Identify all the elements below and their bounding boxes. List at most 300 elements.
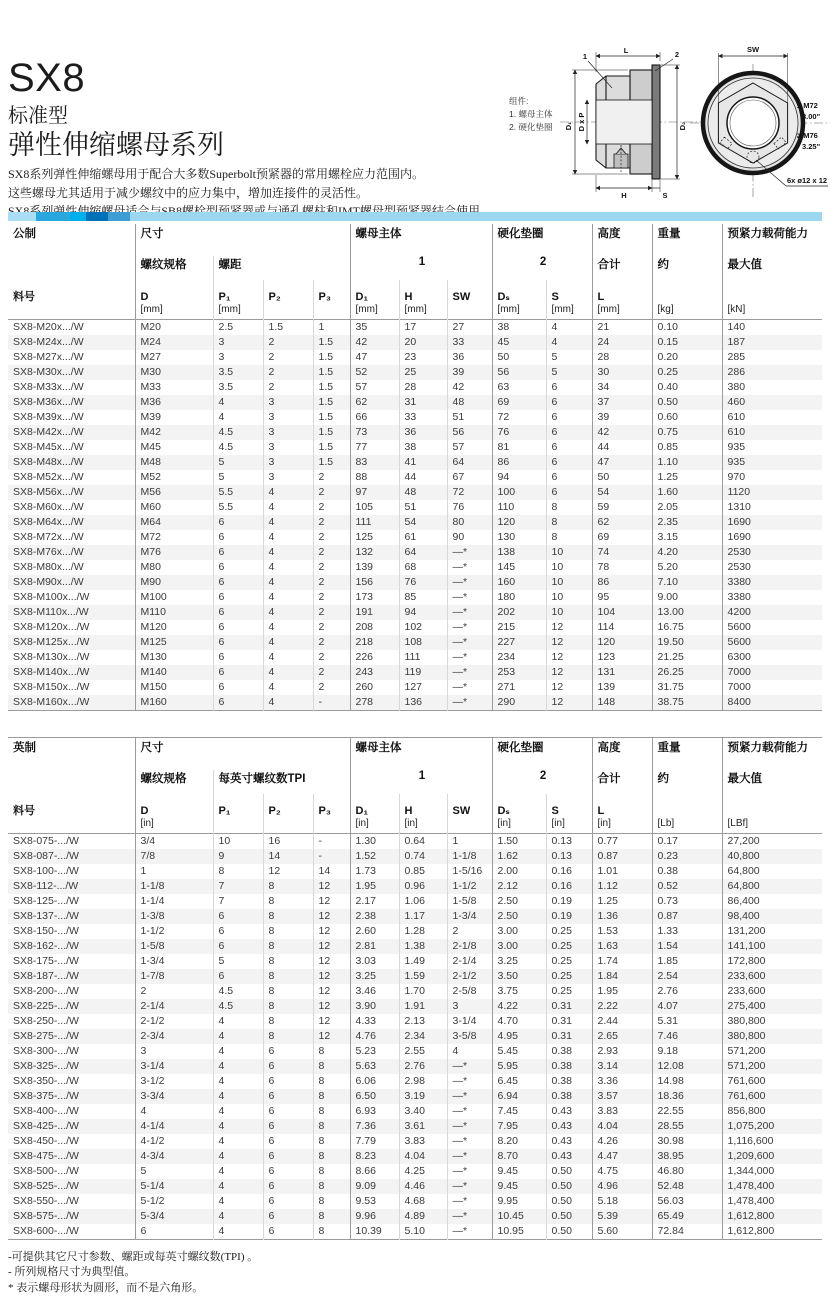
value-cell: 6 [213, 635, 263, 650]
value-cell: 2.93 [592, 1044, 652, 1059]
value-cell: 5.95 [492, 1059, 546, 1074]
column-header: H [mm] [399, 280, 447, 320]
callout-1: 1 [582, 52, 588, 61]
value-cell: 6 [213, 650, 263, 665]
value-cell: 34 [592, 380, 652, 395]
value-cell: M90 [135, 575, 213, 590]
value-cell: 14.98 [652, 1074, 722, 1089]
value-cell: 8 [313, 1149, 350, 1164]
table-row [8, 924, 822, 939]
value-cell: —* [447, 590, 492, 605]
part-number: SX8-M130x.../W [13, 651, 90, 664]
value-cell: 1-1/8 [135, 879, 213, 894]
value-cell: 1.5 [313, 350, 350, 365]
value-cell: 6 [213, 909, 263, 924]
table-row [8, 834, 822, 850]
value-cell: M52 [135, 470, 213, 485]
value-cell: 0.16 [546, 879, 592, 894]
value-cell: 6 [263, 1164, 313, 1179]
value-cell: 6 [213, 939, 263, 954]
value-cell: 1.5 [313, 440, 350, 455]
header-sub: 1 [350, 256, 492, 280]
table-row [8, 665, 822, 680]
value-cell: 22.55 [652, 1104, 722, 1119]
value-cell: 3 [263, 440, 313, 455]
column-header: L [mm] [592, 280, 652, 320]
value-cell: —* [447, 1209, 492, 1224]
value-cell: 19.50 [652, 635, 722, 650]
table-row [8, 335, 822, 350]
value-cell: 42 [350, 335, 399, 350]
value-cell: 69 [592, 530, 652, 545]
value-cell: 73 [350, 425, 399, 440]
column-header: [Lb] [652, 794, 722, 834]
description-line: 这些螺母尤其适用于减少螺纹中的应力集中，增加连接件的灵活性。 [8, 185, 369, 200]
value-cell: 8 [313, 1179, 350, 1194]
part-number: SX8-100-.../W [13, 865, 79, 878]
column-header: P₃ [313, 280, 350, 320]
value-cell: 3.15 [652, 530, 722, 545]
value-cell: 6 [263, 1074, 313, 1089]
value-cell: 2 [313, 665, 350, 680]
value-cell: 130 [492, 530, 546, 545]
table-row [8, 530, 822, 545]
value-cell: 173 [350, 590, 399, 605]
value-cell: 0.43 [546, 1149, 592, 1164]
value-cell: 12 [313, 879, 350, 894]
table-row [8, 500, 822, 515]
value-cell: 233,600 [722, 984, 822, 999]
header-sub: 螺纹规格 [135, 256, 213, 280]
table-row [8, 350, 822, 365]
value-cell: 1,478,400 [722, 1179, 822, 1194]
value-cell: 0.52 [652, 879, 722, 894]
table-row [8, 864, 822, 879]
value-cell: 3 [263, 455, 313, 470]
header-sub: 最大值 [722, 770, 822, 794]
value-cell: 2530 [722, 560, 822, 575]
value-cell: 8 [263, 909, 313, 924]
value-cell: 3 [447, 999, 492, 1014]
value-cell: 139 [350, 560, 399, 575]
header-sub: 螺距 [213, 256, 350, 280]
value-cell: - [313, 849, 350, 864]
value-cell: 51 [399, 500, 447, 515]
value-cell: 4 [213, 1224, 263, 1240]
value-cell: 610 [722, 425, 822, 440]
value-cell: 1-1/2 [135, 924, 213, 939]
value-cell: 10 [546, 605, 592, 620]
value-cell: 4-3/4 [135, 1149, 213, 1164]
part-number: SX8-275-.../W [13, 1030, 79, 1043]
table-row [8, 894, 822, 909]
value-cell: M76 [135, 545, 213, 560]
value-cell: 4 [213, 395, 263, 410]
value-cell: 1,478,400 [722, 1194, 822, 1209]
value-cell: 1.38 [399, 939, 447, 954]
dim-label-S: S [662, 191, 668, 200]
value-cell: 2 [263, 365, 313, 380]
value-cell: 8 [546, 530, 592, 545]
value-cell: 100 [492, 485, 546, 500]
value-cell: 2 [313, 545, 350, 560]
value-cell: 6.93 [350, 1104, 399, 1119]
value-cell: 3/4 [135, 834, 213, 850]
table-row [8, 1059, 822, 1074]
table-row [8, 1029, 822, 1044]
value-cell: 278 [350, 695, 399, 711]
value-cell: 21.25 [652, 650, 722, 665]
value-cell: 6 [213, 590, 263, 605]
value-cell: 50 [592, 470, 652, 485]
value-cell: 1-5/8 [135, 939, 213, 954]
value-cell: 1 [135, 864, 213, 879]
value-cell: 72.84 [652, 1224, 722, 1240]
value-cell: 215 [492, 620, 546, 635]
value-cell: 0.31 [546, 999, 592, 1014]
value-cell: 5-1/2 [135, 1194, 213, 1209]
value-cell: 4.95 [492, 1029, 546, 1044]
value-cell: 4.20 [652, 545, 722, 560]
column-header: D₁ [mm] [350, 280, 399, 320]
value-cell: 3.36 [592, 1074, 652, 1089]
value-cell: 4 [263, 605, 313, 620]
header-group: 公制 [13, 228, 36, 240]
value-cell: 2.55 [399, 1044, 447, 1059]
metric-table-header [8, 224, 822, 320]
value-cell: 3-1/2 [135, 1074, 213, 1089]
value-cell: 380,800 [722, 1014, 822, 1029]
table-row [8, 575, 822, 590]
value-cell: 4.68 [399, 1194, 447, 1209]
value-cell: 1.59 [399, 969, 447, 984]
part-number: SX8-M56x.../W [13, 486, 84, 499]
value-cell: —* [447, 1224, 492, 1240]
value-cell: 127 [399, 680, 447, 695]
value-cell: 1.53 [592, 924, 652, 939]
value-cell: 2 [447, 924, 492, 939]
value-cell: 76 [399, 575, 447, 590]
value-cell: 1.63 [592, 939, 652, 954]
value-cell: 208 [350, 620, 399, 635]
table-row [8, 605, 822, 620]
value-cell: 59 [592, 500, 652, 515]
value-cell: —* [447, 620, 492, 635]
header-group: 预紧力载荷能力 [722, 738, 822, 771]
table-row [8, 395, 822, 410]
value-cell: 6.50 [350, 1089, 399, 1104]
value-cell: 20 [399, 335, 447, 350]
value-cell: 4 [213, 1044, 263, 1059]
value-cell: 3 [263, 410, 313, 425]
header-sub: 最大值 [722, 256, 822, 280]
value-cell: 2 [313, 500, 350, 515]
value-cell: 36 [447, 350, 492, 365]
value-cell: 1.01 [592, 864, 652, 879]
value-cell: 6 [213, 969, 263, 984]
value-cell: M150 [135, 680, 213, 695]
value-cell: 8 [313, 1134, 350, 1149]
value-cell: 57 [447, 440, 492, 455]
value-cell: 131,200 [722, 924, 822, 939]
value-cell: 0.25 [546, 954, 592, 969]
value-cell: 95 [592, 590, 652, 605]
footnote-line: - 所列规格尺寸为典型值。 [8, 1266, 136, 1279]
table-row [8, 1089, 822, 1104]
value-cell: 5 [546, 350, 592, 365]
value-cell: 1.50 [492, 834, 546, 850]
value-cell: 8.70 [492, 1149, 546, 1164]
header-group: 重量 [652, 738, 722, 771]
table-row [8, 545, 822, 560]
part-number: SX8-112-.../W [13, 880, 79, 893]
value-cell: 5.31 [652, 1014, 722, 1029]
header-group: 重量 [652, 224, 722, 256]
dim-label-H: H [621, 191, 627, 200]
value-cell: 88 [350, 470, 399, 485]
value-cell: 94 [492, 470, 546, 485]
value-cell: 6.06 [350, 1074, 399, 1089]
value-cell: 3-3/4 [135, 1089, 213, 1104]
value-cell: —* [447, 1119, 492, 1134]
value-cell: 4.76 [350, 1029, 399, 1044]
value-cell: 4 [263, 515, 313, 530]
value-cell: 138 [492, 545, 546, 560]
value-cell: 21 [592, 320, 652, 336]
value-cell: 61 [399, 530, 447, 545]
part-number: SX8-M80x.../W [13, 561, 84, 574]
header-group: 硬化垫圈 [492, 224, 592, 256]
column-header: L [in] [592, 794, 652, 834]
value-cell: 5-1/4 [135, 1179, 213, 1194]
table-row [8, 410, 822, 425]
header-sub: 1 [350, 770, 492, 794]
value-cell: 0.19 [546, 894, 592, 909]
part-number: SX8-M110x.../W [13, 606, 89, 619]
value-cell: 3.57 [592, 1089, 652, 1104]
value-cell: —* [447, 1194, 492, 1209]
value-cell: 6 [263, 1104, 313, 1119]
column-header: Dₛ [mm] [492, 280, 546, 320]
value-cell: —* [447, 575, 492, 590]
value-cell: 31.75 [652, 680, 722, 695]
value-cell: 4.07 [652, 999, 722, 1014]
value-cell: 4 [213, 1164, 263, 1179]
value-cell: 9 [213, 849, 263, 864]
value-cell: 44 [399, 470, 447, 485]
value-cell: 3.5 [213, 365, 263, 380]
value-cell: —* [447, 650, 492, 665]
value-cell: —* [447, 560, 492, 575]
value-cell: 4 [546, 320, 592, 336]
value-cell: 30 [592, 365, 652, 380]
value-cell: 4 [213, 1014, 263, 1029]
column-header: [kN] [722, 280, 822, 320]
header-group: 高度 [592, 738, 652, 771]
value-cell: 6 [263, 1209, 313, 1224]
value-cell: 145 [492, 560, 546, 575]
value-cell: 1.36 [592, 909, 652, 924]
metric-table [8, 224, 822, 711]
value-cell: M27 [135, 350, 213, 365]
value-cell: 6 [213, 575, 263, 590]
value-cell: 6 [213, 545, 263, 560]
value-cell: 8 [263, 879, 313, 894]
column-header: [kg] [652, 280, 722, 320]
header-sub: 2 [492, 770, 592, 794]
value-cell: 5.5 [213, 500, 263, 515]
value-cell: 4 [546, 335, 592, 350]
value-cell: 3 [263, 470, 313, 485]
value-cell: 0.13 [546, 834, 592, 850]
value-cell: 2 [313, 620, 350, 635]
value-cell: 33 [447, 335, 492, 350]
footnote-line: -可提供其它尺寸参数、螺距或每英寸螺纹数(TPI) 。 [8, 1251, 259, 1263]
value-cell: 0.85 [652, 440, 722, 455]
value-cell: 0.20 [652, 350, 722, 365]
value-cell: 226 [350, 650, 399, 665]
value-cell: 1.30 [350, 834, 399, 850]
value-cell: 0.40 [652, 380, 722, 395]
header-sub: 合计 [592, 256, 652, 280]
page-subtitle-type: 标准型 [8, 105, 68, 127]
value-cell: 3.00 [492, 924, 546, 939]
table-row [8, 969, 822, 984]
value-cell: 0.15 [652, 335, 722, 350]
value-cell: 4-1/2 [135, 1134, 213, 1149]
column-header: P₂ [263, 794, 313, 834]
value-cell: 1,612,800 [722, 1209, 822, 1224]
value-cell: 51 [447, 410, 492, 425]
value-cell: 3.5 [213, 380, 263, 395]
value-cell: —* [447, 1074, 492, 1089]
value-cell: 6300 [722, 650, 822, 665]
value-cell: 6 [263, 1089, 313, 1104]
value-cell: 12 [313, 1029, 350, 1044]
part-number: SX8-M160x.../W [13, 696, 90, 709]
value-cell: 2.5 [213, 320, 263, 336]
value-cell: 1.5 [313, 335, 350, 350]
value-cell: —* [447, 695, 492, 711]
round-range-label: ≥ M76 [797, 131, 818, 140]
value-cell: 2 [313, 530, 350, 545]
value-cell: 7.45 [492, 1104, 546, 1119]
value-cell: 12 [313, 939, 350, 954]
value-cell: 6 [263, 1119, 313, 1134]
column-header: 料号 [13, 291, 35, 303]
value-cell: 0.64 [399, 834, 447, 850]
value-cell: —* [447, 1089, 492, 1104]
value-cell: 8.20 [492, 1134, 546, 1149]
value-cell: 187 [722, 335, 822, 350]
value-cell: 8 [313, 1059, 350, 1074]
value-cell: 0.50 [546, 1194, 592, 1209]
value-cell: 23 [399, 350, 447, 365]
header-sub [8, 256, 135, 280]
table-row [8, 485, 822, 500]
value-cell: 0.23 [652, 849, 722, 864]
value-cell: 180 [492, 590, 546, 605]
value-cell: 4 [213, 1134, 263, 1149]
value-cell: 2.98 [399, 1074, 447, 1089]
value-cell: 0.85 [399, 864, 447, 879]
value-cell: 78 [592, 560, 652, 575]
value-cell: 12 [313, 909, 350, 924]
imperial-table-body [8, 834, 822, 1240]
round-range-inch: 3.25" [802, 142, 821, 151]
value-cell: 8 [263, 954, 313, 969]
table-row [8, 1074, 822, 1089]
value-cell: 42 [592, 425, 652, 440]
value-cell: 8 [263, 924, 313, 939]
value-cell: 1-7/8 [135, 969, 213, 984]
value-cell: 4.70 [492, 1014, 546, 1029]
value-cell: 2.12 [492, 879, 546, 894]
value-cell: 4 [263, 635, 313, 650]
header-sub: 2 [492, 256, 592, 280]
header-group: 预紧力载荷能力 [722, 224, 822, 256]
part-number: SX8-M76x.../W [13, 546, 84, 559]
components-note [509, 95, 552, 133]
value-cell: 72 [447, 485, 492, 500]
value-cell: 12 [313, 894, 350, 909]
value-cell: 6 [135, 1224, 213, 1240]
header-group: 尺寸 [135, 224, 350, 256]
table-row [8, 939, 822, 954]
value-cell: - [313, 695, 350, 711]
part-number: SX8-450-.../W [13, 1135, 79, 1148]
value-cell: 4 [447, 1044, 492, 1059]
value-cell: 1,612,800 [722, 1224, 822, 1240]
value-cell: 2.60 [350, 924, 399, 939]
value-cell: 4 [263, 665, 313, 680]
value-cell: 9.45 [492, 1164, 546, 1179]
value-cell: 76 [492, 425, 546, 440]
hex-range-inch: 3.00" [802, 112, 821, 121]
value-cell: 0.31 [546, 1014, 592, 1029]
value-cell: 0.25 [546, 924, 592, 939]
value-cell: 4.22 [492, 999, 546, 1014]
value-cell: 4.25 [399, 1164, 447, 1179]
part-number: SX8-M100x.../W [13, 591, 90, 604]
value-cell: 54 [399, 515, 447, 530]
value-cell: 2.54 [652, 969, 722, 984]
threaded-bore [596, 100, 652, 144]
column-header: P₁ [mm] [213, 280, 263, 320]
part-number: SX8-150-.../W [13, 925, 79, 938]
value-cell: 3.75 [492, 984, 546, 999]
table-row [8, 590, 822, 605]
part-number: SX8-M30x.../W [13, 366, 84, 379]
value-cell: 1,075,200 [722, 1119, 822, 1134]
value-cell: 57 [350, 380, 399, 395]
value-cell: 172,800 [722, 954, 822, 969]
value-cell: 1.25 [652, 470, 722, 485]
table-row [8, 425, 822, 440]
value-cell: 110 [492, 500, 546, 515]
value-cell: 275,400 [722, 999, 822, 1014]
value-cell: 4 [213, 1119, 263, 1134]
value-cell: 4 [213, 1179, 263, 1194]
header-sub: 螺纹规格 [135, 770, 213, 794]
value-cell: 1.62 [492, 849, 546, 864]
value-cell: 3.00 [492, 939, 546, 954]
column-header: P₃ [313, 794, 350, 834]
value-cell: —* [447, 1164, 492, 1179]
value-cell: 3-1/4 [135, 1059, 213, 1074]
value-cell: 56 [492, 365, 546, 380]
value-cell: 1.5 [313, 365, 350, 380]
